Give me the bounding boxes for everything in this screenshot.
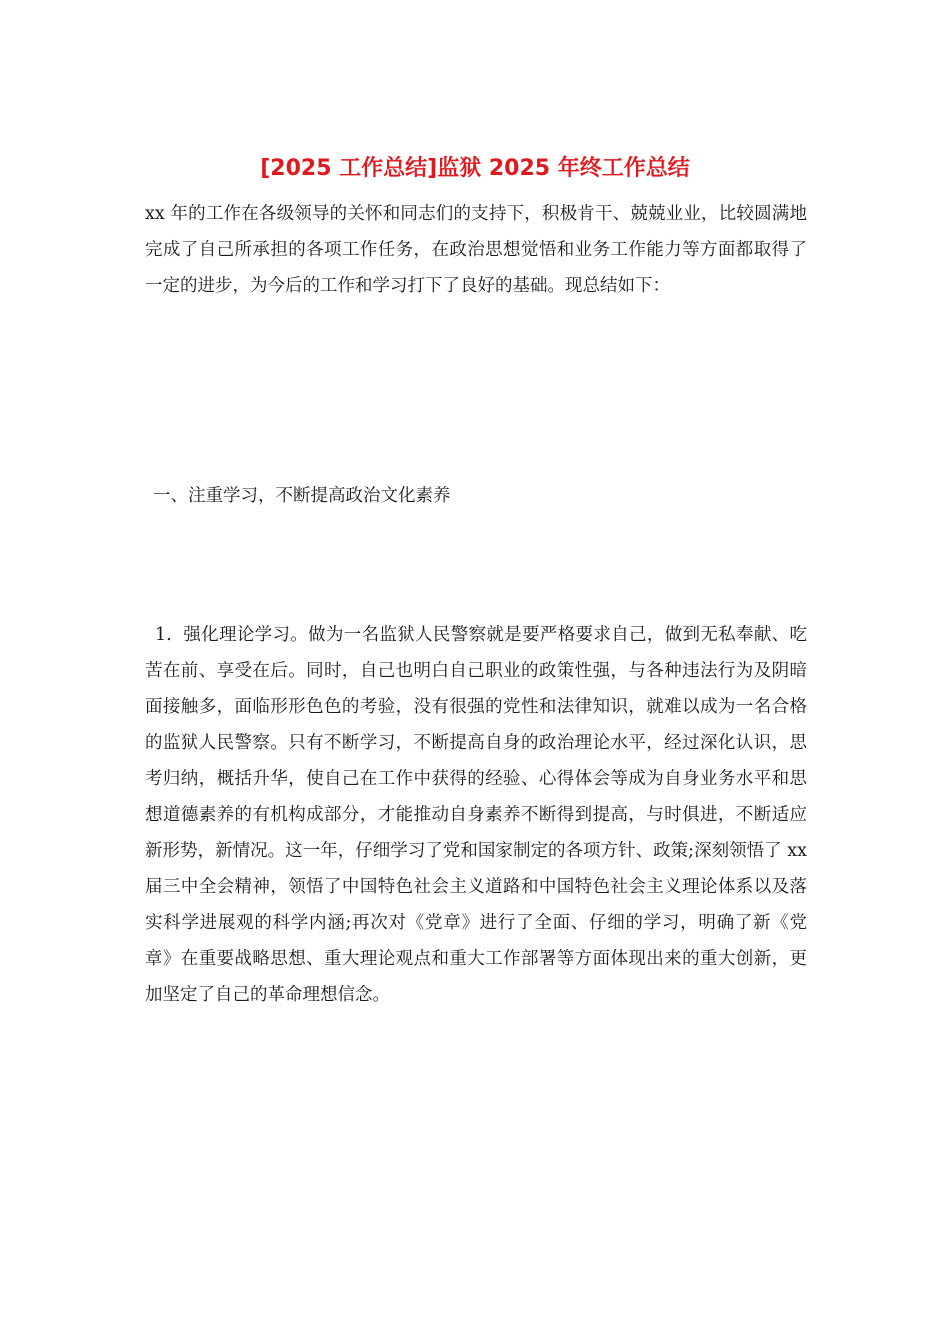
document-title: [2025 工作总结]监狱 2025 年终工作总结 [260, 156, 690, 181]
point-paragraph [145, 617, 807, 1013]
point-number: 1. [155, 625, 172, 645]
point-text: 强化理论学习。做为一名监狱人民警察就是要严格要求自己，做到无私奉献、吃苦在前、享受在后。同时，自己也明白自己职业的政策性强，与各种违法行为及阴暗面接触多，面临形形色色的考验，没有很强的党性和法律知识，就难以成为一名合格的监狱人民警察。只有不断学习，不断提高自身的政治理论水平，经过深化认识，思考归纳，概括升华，使自己在工作中获得的经验、心得体会等成为自身业务水平和思想道德素养的有机构成部分，才能推动自身素养不断得到提高，与时俱进，不断适应新形势，新情况。这一年，仔细学习了党和国家制定的各项方针、政策;深刻领悟了 xx 届三中全会精神，领悟了中国特色社会主义道路和中国特色社会主义理论体系以及落实科学进展观的科学内涵;再次对《党章》进行了全面、仔细的学习，明确了新《党章》在重要战略思想、重大理论观点和重大工作部署等方面体现出来的重大创新，更加坚定了自己的革命理想信念。 [145, 625, 807, 1005]
section-heading: 一、注重学习，不断提高政治文化素养 [153, 486, 451, 506]
intro-paragraph: xx 年的工作在各级领导的关怀和同志们的支持下，积极肯干、兢兢业业，比较圆满地完成了自己所承担的各项工作任务，在政治思想觉悟和业务工作能力等方面都取得了一定的进步，为今后的工作和学习打下了良好的基础。现总结如下： [145, 204, 807, 296]
